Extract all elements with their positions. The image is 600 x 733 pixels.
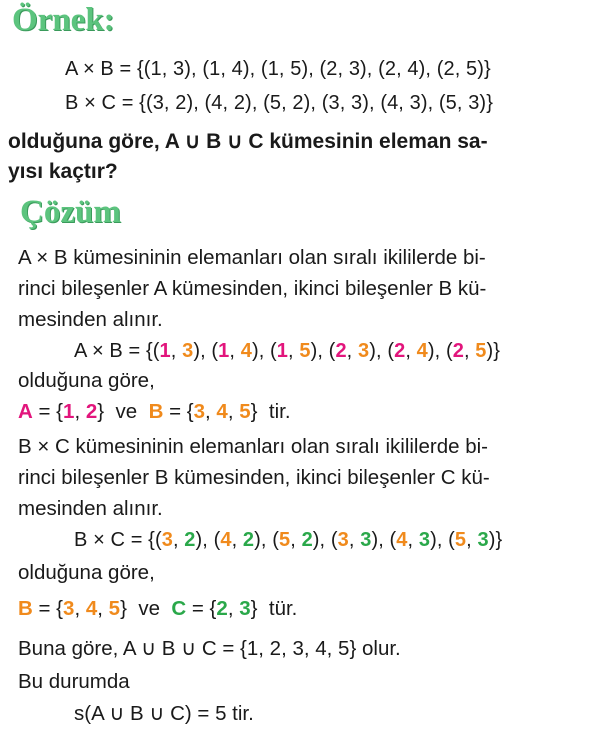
set-c-value-1: 3 — [239, 597, 251, 620]
set-a-label: A — [18, 400, 33, 423]
set-b2-value-0: 3 — [63, 597, 75, 620]
axb-pair-3-second: 3 — [358, 340, 370, 362]
bxc-pair-3-second: 3 — [360, 529, 372, 551]
axb-prefix: A × B = { — [74, 340, 153, 362]
bxc-pair-1-first: 4 — [220, 529, 232, 551]
set-b2-value-2: 5 — [108, 597, 121, 620]
solution-p1-line-1: A × B kümesininin elemanları olan sıralı ikililerde bi- — [18, 246, 486, 269]
axb-pair-4-second: 4 — [416, 340, 428, 362]
given-line-2: olduğuna göre, — [18, 561, 155, 584]
axb-colored-equation — [74, 340, 500, 363]
axb-pair-2-second: 5 — [299, 340, 311, 362]
bxc-pair-4-second: 3 — [418, 529, 431, 551]
set-b2-label: B — [18, 597, 33, 620]
set-c-label: C — [171, 597, 187, 620]
sets-a-b-line: A = {1, 2} ve B = {3, 4, 5} tir. — [18, 400, 291, 423]
set-b-value-1: 4 — [216, 400, 228, 423]
set-a-value-1: 2 — [85, 400, 98, 423]
axb-pair-2-first: 1 — [276, 340, 289, 362]
bxc-pair-0-second: 2 — [184, 529, 196, 551]
bxc-pair-2-second: 2 — [301, 529, 313, 551]
solution-p2-line-3: mesinden alınır. — [18, 497, 163, 520]
example-heading: Örnek: — [12, 2, 115, 38]
bxc-equation: B × C = {(3, 2), (4, 2), (5, 2), (3, 3), (4, 3), (5, 3)} — [65, 92, 493, 114]
bxc-pair-5-first: 5 — [454, 529, 467, 551]
axb-pair-3-first: 2 — [335, 340, 347, 362]
bxc-pair-2-first: 5 — [279, 529, 291, 551]
bxc-pair-5-second: 3 — [477, 529, 489, 551]
tir-1: tir. — [268, 400, 291, 423]
bu-durumda: Bu durumda — [18, 670, 130, 693]
sets-b-c-line: B = {3, 4, 5} ve C = {2, 3} tür. — [18, 597, 298, 620]
axb-equation: A × B = {(1, 3), (1, 4), (1, 5), (2, 3), (2, 4), (2, 5)} — [65, 58, 491, 80]
axb-pair-1-second: 4 — [240, 340, 252, 362]
bxc-pair-4-first: 4 — [396, 529, 408, 551]
ve-1: ve — [115, 400, 138, 423]
set-a-value-0: 1 — [63, 400, 75, 423]
axb-pair-0-second: 3 — [182, 340, 194, 362]
union-line: Buna göre, A ∪ B ∪ C = {1, 2, 3, 4, 5} olur. — [18, 637, 401, 660]
bxc-pair-0-first: 3 — [161, 529, 173, 551]
axb-pair-4-first: 2 — [394, 340, 406, 362]
axb-suffix: } — [493, 340, 501, 362]
set-b-value-0: 3 — [193, 400, 205, 423]
set-b2-value-1: 4 — [85, 597, 98, 620]
solution-p1-line-3: mesinden alınır. — [18, 308, 163, 331]
tur: tür. — [268, 597, 298, 620]
bxc-pair-3-first: 3 — [337, 529, 349, 551]
set-c-values: 2, 3 — [216, 597, 251, 620]
set-b-values: 3, 4, 5 — [193, 400, 251, 423]
bxc-prefix: B × C = { — [74, 529, 155, 551]
set-c-value-0: 2 — [216, 597, 228, 620]
set-b2-values: 3, 4, 5 — [63, 597, 121, 620]
axb-pair-0-first: 1 — [159, 340, 171, 362]
question-line-2: yısı kaçtır? — [8, 160, 118, 183]
question-line-1: olduğuna göre, A ∪ B ∪ C kümesinin eleman sa- — [8, 130, 488, 153]
set-b-label: B — [148, 400, 164, 423]
solution-p1-line-2: rinci bileşenler A kümesinden, ikinci bileşenler B kü- — [18, 277, 487, 300]
bxc-pairs: (3, 2), (4, 2), (5, 2), (3, 3), (4, 3), (5, 3) — [154, 529, 496, 551]
solution-p2-line-1: B × C kümesininin elemanları olan sıralı ikililerde bi- — [18, 435, 488, 458]
given-line-1: olduğuna göre, — [18, 369, 155, 392]
axb-pair-5-first: 2 — [452, 340, 464, 362]
bxc-colored-equation — [74, 529, 502, 552]
bxc-pair-1-second: 2 — [242, 529, 255, 551]
solution-p2-line-2: rinci bileşenler B kümesinden, ikinci bileşenler C kü- — [18, 466, 490, 489]
axb-pair-5-second: 5 — [475, 340, 487, 362]
bxc-suffix: } — [495, 529, 503, 551]
axb-pairs: (1, 3), (1, 4), (1, 5), (2, 3), (2, 4), (2, 5) — [152, 340, 494, 362]
set-b-value-2: 5 — [239, 400, 251, 423]
solution-heading: Çözüm — [20, 194, 121, 230]
axb-pair-1-first: 1 — [218, 340, 230, 362]
result-line: s(A ∪ B ∪ C) = 5 tir. — [74, 702, 254, 725]
set-a-values: 1, 2 — [63, 400, 98, 423]
ve-2: ve — [138, 597, 160, 620]
